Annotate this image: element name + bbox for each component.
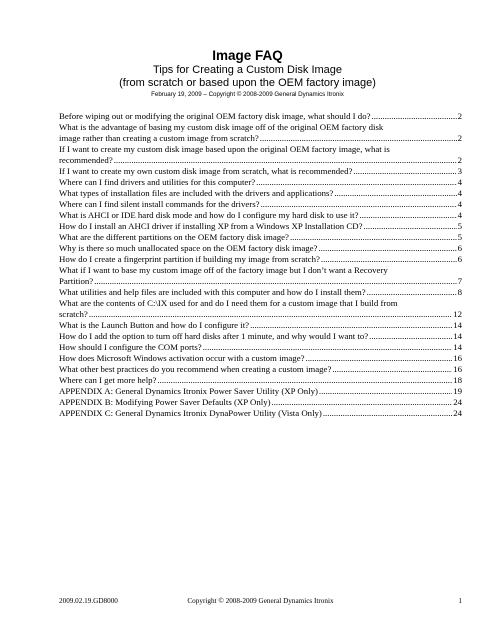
page-footer: [59, 597, 462, 606]
toc-entry-text: What types of installation files are included with the drivers and applications?: [59, 188, 334, 198]
toc-page-number: 18: [453, 375, 462, 385]
toc-entry-text: What utilities and help files are included with this computer and how do I install them?: [59, 287, 366, 297]
toc-dot-leader: [334, 188, 456, 199]
toc-dot-leader: [114, 155, 457, 166]
toc-entry-text: Where can I get more help?: [59, 375, 157, 385]
toc-page-number: 8: [457, 287, 462, 297]
toc-dot-leader: [157, 375, 452, 386]
toc-dot-leader: [203, 342, 453, 353]
toc-entry-text: scratch?: [59, 309, 88, 319]
toc-page-number: 6: [457, 243, 462, 253]
toc-entry[interactable]: [59, 397, 462, 408]
toc-entry[interactable]: [59, 320, 462, 331]
toc-page-number: 14: [453, 342, 462, 352]
toc-dot-leader: [369, 331, 452, 342]
toc-entry-text: If I want to create my custom disk image based upon the original OEM factory image, what is: [59, 144, 390, 154]
toc-entry-text: APPENDIX A: General Dynamics Itronix Power Saver Utility (XP Only): [59, 386, 318, 396]
toc-dot-leader: [260, 133, 457, 144]
toc-page-number: 4: [457, 199, 462, 209]
toc-dot-leader: [94, 276, 456, 287]
toc-entry[interactable]: [59, 111, 462, 122]
toc-entry-text: Where can I find silent install commands for the drivers?: [59, 199, 260, 209]
footer-document-id: 2009.02.19.GD8000: [59, 597, 118, 605]
toc-entry[interactable]: [59, 122, 462, 144]
toc-entry[interactable]: [59, 287, 462, 298]
toc-entry-text: What other best practices do you recommend when creating a custom image?: [59, 364, 332, 374]
document-subtitle-line-1: Tips for Creating a Custom Disk Image: [152, 64, 343, 76]
toc-dot-leader: [372, 111, 457, 122]
toc-entry-text: Before wiping out or modifying the original OEM factory disk image, what should I do?: [59, 111, 371, 121]
toc-entry[interactable]: [59, 254, 462, 265]
toc-entry-text: Why is there so much unallocated space on the OEM factory disk image?: [59, 243, 318, 253]
toc-entry-text: image rather than creating a custom image from scratch?: [59, 133, 259, 143]
table-of-contents: [59, 111, 462, 419]
toc-entry[interactable]: [59, 166, 462, 177]
toc-entry[interactable]: [59, 232, 462, 243]
toc-entry[interactable]: [59, 364, 462, 375]
toc-dot-leader: [318, 243, 456, 254]
document-title: Image FAQ: [212, 48, 283, 63]
toc-entry-text: How should I configure the COM ports?: [59, 342, 202, 352]
toc-dot-leader: [306, 353, 453, 364]
toc-entry[interactable]: [59, 188, 462, 199]
toc-entry[interactable]: [59, 375, 462, 386]
toc-entry[interactable]: [59, 144, 462, 166]
toc-entry-text: How do I add the option to turn off hard disks after 1 minute, and why would I want to?: [59, 331, 369, 341]
toc-page-number: 6: [457, 254, 462, 264]
page-number: 1: [458, 597, 462, 605]
toc-page-number: 4: [457, 210, 462, 220]
toc-page-number: 4: [457, 188, 462, 198]
toc-dot-leader: [272, 397, 453, 408]
toc-entry-text: How do I install an AHCI driver if installing XP from a Windows XP Installation CD?: [59, 221, 363, 231]
toc-entry[interactable]: [59, 210, 462, 221]
toc-page-number: 19: [453, 386, 462, 396]
toc-page-number: 4: [457, 177, 462, 187]
toc-entry[interactable]: [59, 243, 462, 254]
toc-dot-leader: [360, 210, 457, 221]
toc-dot-leader: [319, 386, 452, 397]
toc-entry-text: Partition?: [59, 276, 94, 286]
document-header: [0, 48, 495, 99]
toc-entry[interactable]: [59, 386, 462, 397]
toc-page-number: 24: [453, 408, 462, 418]
toc-entry-text: APPENDIX C: General Dynamics Itronix DynaPower Utility (Vista Only): [59, 408, 322, 418]
toc-page-number: 3: [457, 166, 462, 176]
toc-entry[interactable]: [59, 221, 462, 232]
toc-dot-leader: [89, 309, 452, 320]
toc-dot-leader: [250, 320, 452, 331]
toc-entry[interactable]: [59, 342, 462, 353]
toc-dot-leader: [353, 166, 456, 177]
toc-page-number: 14: [453, 320, 462, 330]
toc-page-number: 16: [453, 364, 462, 374]
toc-page-number: 5: [457, 232, 462, 242]
toc-entry-text: What is AHCI or IDE hard disk mode and how do I configure my hard disk to use it?: [59, 210, 359, 220]
toc-dot-leader: [367, 287, 457, 298]
toc-entry[interactable]: [59, 353, 462, 364]
toc-entry-text: What are the contents of C:\IX used for and do I need them for a custom image that I build from: [59, 298, 398, 308]
toc-entry[interactable]: [59, 199, 462, 210]
toc-entry-text: APPENDIX B: Modifying Power Saver Defaults (XP Only): [59, 397, 271, 407]
toc-page-number: 16: [453, 353, 462, 363]
toc-dot-leader: [290, 232, 457, 243]
toc-page-number: 24: [453, 397, 462, 407]
toc-dot-leader: [364, 221, 457, 232]
document-subtitle-line-2: (from scratch or based upon the OEM factory image): [119, 77, 376, 89]
toc-dot-leader: [321, 254, 457, 265]
toc-entry-text: recommended?: [59, 155, 113, 165]
toc-page-number: 2: [457, 133, 462, 143]
toc-entry-text: If I want to create my own custom disk image from scratch, what is recommended?: [59, 166, 353, 176]
toc-entry-text: How does Microsoft Windows activation occur with a custom image?: [59, 353, 305, 363]
toc-dot-leader: [323, 408, 452, 419]
toc-dot-leader: [256, 177, 456, 188]
toc-entry-text: Where can I find drivers and utilities for this computer?: [59, 177, 256, 187]
toc-entry[interactable]: [59, 298, 462, 320]
toc-entry-text: What is the Launch Button and how do I configure it?: [59, 320, 250, 330]
toc-entry-text: How do I create a fingerprint partition if building my image from scratch?: [59, 254, 320, 264]
date-copyright-line: February 19, 2009 – Copyright © 2008-2009 General Dynamics Itronix: [151, 91, 344, 98]
toc-entry[interactable]: [59, 408, 462, 419]
toc-entry-text: What if I want to base my custom image off of the factory image but I don’t want a Recovery: [59, 265, 388, 275]
toc-dot-leader: [261, 199, 457, 210]
toc-page-number: 7: [457, 276, 462, 286]
toc-page-number: 2: [457, 111, 462, 121]
toc-page-number: 2: [457, 155, 462, 165]
toc-entry[interactable]: [59, 331, 462, 342]
toc-page-number: 5: [457, 221, 462, 231]
toc-entry[interactable]: [59, 177, 462, 188]
toc-entry-text: What are the different partitions on the OEM factory disk image?: [59, 232, 289, 242]
toc-dot-leader: [332, 364, 452, 375]
toc-page-number: 14: [453, 331, 462, 341]
toc-entry-text: What is the advantage of basing my custom disk image off of the original OEM factory disk: [59, 122, 384, 132]
toc-page-number: 12: [453, 309, 462, 319]
toc-entry[interactable]: [59, 265, 462, 287]
footer-copyright: Copyright © 2008-2009 General Dynamics Itronix: [187, 597, 334, 605]
